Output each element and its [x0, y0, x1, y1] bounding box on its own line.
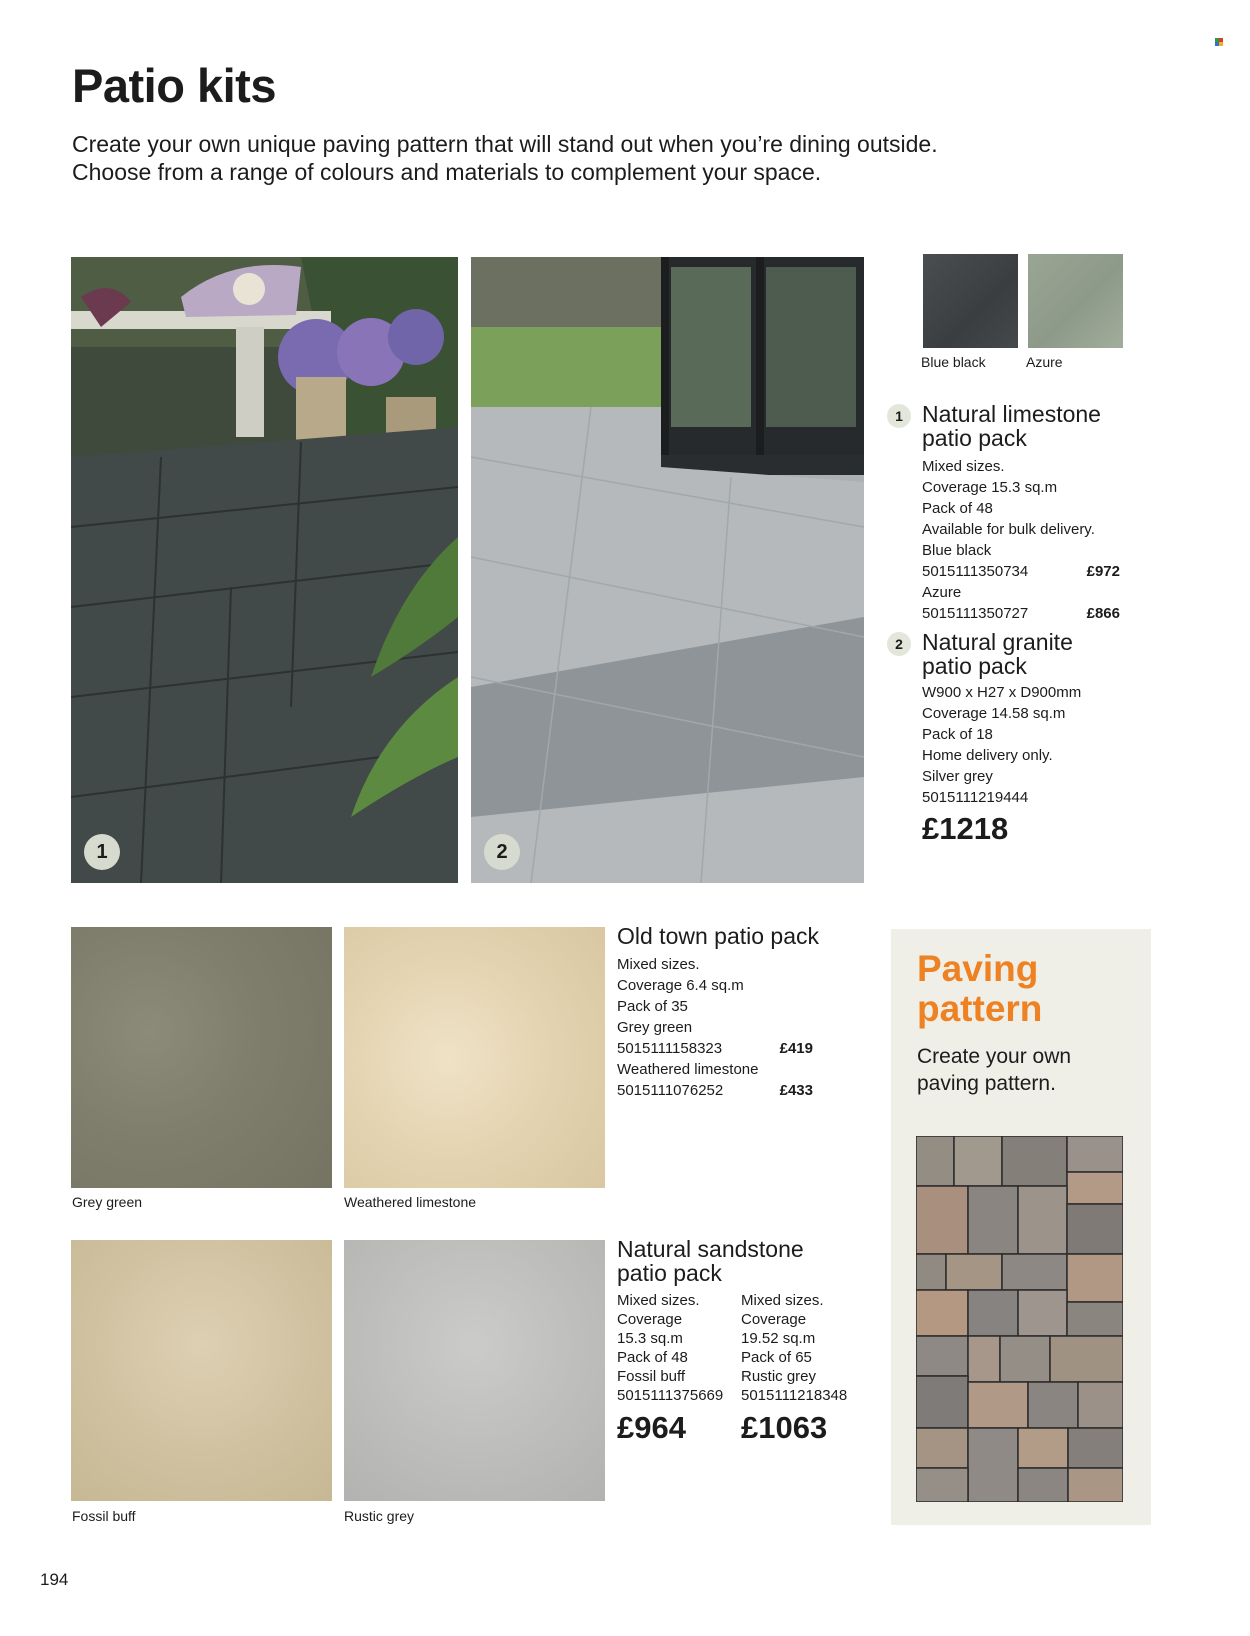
- variant-price: £419: [779, 1040, 813, 1057]
- azure-swatch: [1028, 254, 1123, 348]
- page-title: Patio kits: [72, 59, 276, 112]
- blue-black-swatch-label: Blue black: [921, 354, 986, 370]
- variant-code: 5015111350734: [922, 563, 1029, 580]
- intro-line-2: Choose from a range of colours and materials to complement your space.: [72, 159, 822, 185]
- old-town-specs: [617, 954, 817, 1101]
- variant-name: Rustic grey: [741, 1368, 817, 1385]
- spec-line: Pack of 48: [922, 500, 993, 517]
- rustic-grey-texture: [344, 1240, 605, 1501]
- granite-title-line-1: Natural granite: [922, 629, 1073, 655]
- page-number: 194: [40, 1570, 69, 1589]
- weathered-limestone-texture: [344, 927, 605, 1188]
- limestone-title-line-2: patio pack: [922, 425, 1027, 451]
- variant-name: Weathered limestone: [617, 1061, 759, 1078]
- variant-price: £972: [1086, 563, 1120, 580]
- variant-code: 5015111350727: [922, 605, 1029, 622]
- variant-name: Grey green: [617, 1019, 693, 1036]
- blue-black-swatch: [923, 254, 1018, 348]
- sandstone-title: [617, 1237, 804, 1285]
- variant-code: 5015111375669: [617, 1387, 724, 1404]
- promo-heading: [917, 949, 1042, 1029]
- sandstone-title-line-2: patio pack: [617, 1260, 722, 1286]
- variant-code: 5015111076252: [617, 1082, 724, 1099]
- sandstone-rustic-grey-price: £1063: [741, 1410, 828, 1445]
- paving-pattern-promo: [891, 929, 1151, 1525]
- grey-green-label: Grey green: [72, 1194, 143, 1210]
- variant-code: 5015111158323: [617, 1040, 723, 1057]
- spec-line: Pack of 48: [617, 1349, 688, 1366]
- spec-line: Home delivery only.: [922, 747, 1053, 764]
- variant-code: 5015111219444: [922, 789, 1029, 806]
- variant-name: Silver grey: [922, 768, 993, 785]
- intro-line-1: Create your own unique paving pattern that will stand out when you’re dining outside.: [72, 131, 938, 157]
- limestone-title: [922, 402, 1101, 450]
- spec-line: Mixed sizes.: [741, 1292, 824, 1309]
- spec-line: 19.52 sq.m: [741, 1330, 816, 1347]
- sandstone-specs-rustic-grey: [741, 1291, 861, 1405]
- granite-patio-photo: [471, 257, 864, 883]
- spec-line: Mixed sizes.: [617, 1292, 700, 1309]
- promo-sub-line-2: paving pattern.: [917, 1072, 1056, 1095]
- granite-title-line-2: patio pack: [922, 653, 1027, 679]
- variant-price: £866: [1086, 605, 1120, 622]
- spec-line: W900 x H27 x D900mm: [922, 684, 1082, 701]
- promo-heading-line-1: Paving: [917, 948, 1039, 989]
- granite-title: [922, 630, 1073, 678]
- spec-line: Coverage 6.4 sq.m: [617, 977, 744, 994]
- variant-code: 5015111218348: [741, 1387, 848, 1404]
- photo-badge-2: 2: [484, 834, 520, 870]
- photo-badge-1: 1: [84, 834, 120, 870]
- spec-line: 15.3 sq.m: [617, 1330, 683, 1347]
- azure-swatch-label: Azure: [1026, 354, 1063, 370]
- promo-sub-line-1: Create your own: [917, 1045, 1072, 1068]
- variant-name: Azure: [922, 584, 962, 601]
- limestone-specs: [922, 456, 1162, 624]
- sandstone-title-line-1: Natural sandstone: [617, 1236, 804, 1262]
- spec-line: Mixed sizes.: [922, 458, 1005, 475]
- fossil-buff-label: Fossil buff: [72, 1508, 136, 1524]
- granite-price: £1218: [922, 811, 1009, 846]
- variant-name: Fossil buff: [617, 1368, 686, 1385]
- limestone-title-line-1: Natural limestone: [922, 401, 1101, 427]
- weathered-limestone-label: Weathered limestone: [344, 1194, 477, 1210]
- promo-heading-line-2: pattern: [917, 988, 1043, 1029]
- logo-mark-icon: [1215, 33, 1223, 41]
- limestone-patio-photo: [71, 257, 458, 883]
- variant-price: £433: [779, 1082, 813, 1099]
- promo-subtext: [917, 1043, 1071, 1097]
- spec-line: Available for bulk delivery.: [922, 521, 1095, 538]
- sandstone-fossil-buff-price: £964: [617, 1410, 686, 1445]
- paving-pattern-illustration: [916, 1136, 1123, 1502]
- sandstone-specs-fossil-buff: [617, 1291, 737, 1405]
- spec-line: Coverage: [617, 1311, 683, 1328]
- spec-line: Pack of 35: [617, 998, 688, 1015]
- spec-line: Pack of 18: [922, 726, 993, 743]
- granite-specs: [922, 682, 1162, 808]
- spec-line: Coverage 15.3 sq.m: [922, 479, 1058, 496]
- intro-text: [72, 130, 1032, 186]
- spec-line: Coverage: [741, 1311, 807, 1328]
- fossil-buff-texture: [71, 1240, 332, 1501]
- old-town-title: Old town patio pack: [617, 923, 820, 949]
- spec-line: Pack of 65: [741, 1349, 812, 1366]
- rustic-grey-label: Rustic grey: [344, 1508, 415, 1524]
- product-number-2: 2: [887, 632, 911, 656]
- product-number-1: 1: [887, 404, 911, 428]
- spec-line: Coverage 14.58 sq.m: [922, 705, 1066, 722]
- grey-green-texture: [71, 927, 332, 1188]
- variant-name: Blue black: [922, 542, 992, 559]
- spec-line: Mixed sizes.: [617, 956, 700, 973]
